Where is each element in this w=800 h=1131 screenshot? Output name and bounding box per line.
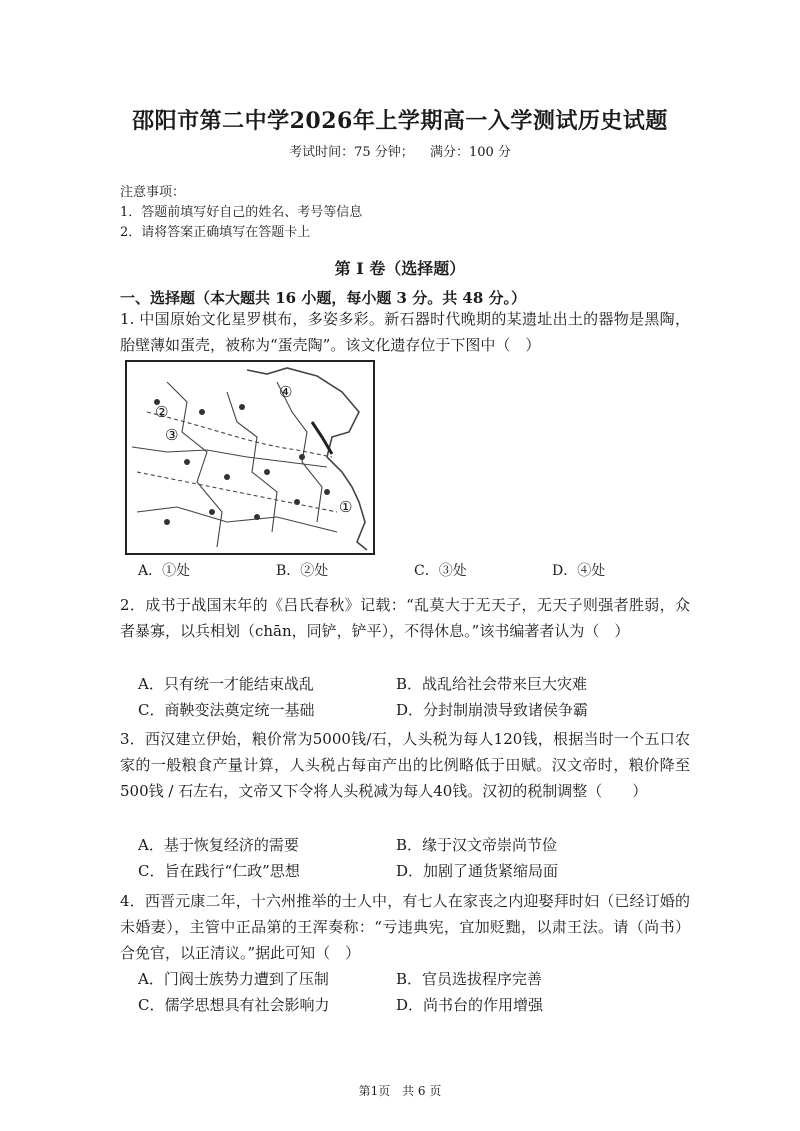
option-d: D．加剧了通货紧缩局面: [396, 862, 559, 880]
option-b: B．②处: [276, 563, 329, 579]
river: [137, 472, 337, 512]
option-a: A．基于恢复经济的需要: [138, 836, 299, 854]
section-title: 第 I 卷（选择题）: [334, 259, 466, 278]
border: [227, 392, 277, 532]
notes-item: 1．答题前填写好自己的姓名、考号等信息: [120, 205, 363, 220]
full-score: 满分：100 分: [429, 145, 511, 160]
page-number: 第1页: [358, 1084, 391, 1098]
option-d: D．分封制崩溃导致诸侯争霸: [396, 701, 589, 719]
option-d: D．尚书台的作用增强: [396, 996, 544, 1014]
question-1-stem: 1. 中国原始文化星罗棋布，多姿多彩。新石器时代晚期的某遗址出土的器物是黑陶，胎壁薄如蛋壳，被称为“蛋壳陶”。该文化遗存位于下图中（ ）: [120, 310, 690, 354]
part-heading: 一、选择题（本大题共 16 小题，每小题 3 分。共 48 分。）: [120, 289, 527, 307]
option-c: C．③处: [414, 563, 467, 579]
border: [167, 382, 222, 547]
marker-2: ②: [155, 403, 169, 421]
option-c: C．旨在践行“仁政”思想: [138, 862, 300, 880]
option-d: D．④处: [552, 563, 606, 579]
notes-item: 2．请将答案正确填写在答题卡上: [120, 225, 311, 240]
option-c: C．儒学思想具有社会影响力: [138, 996, 330, 1014]
option-a: A．门阀士族势力遭到了压制: [138, 970, 329, 988]
marker-1: ①: [339, 498, 353, 516]
page-footer: [0, 1082, 800, 1099]
exam-time: 考试时间：75 分钟；: [289, 145, 414, 160]
question-2-options: [138, 671, 654, 723]
question-3-stem: 3．西汉建立伊始，粮价常为5000钱/石，人头税为每人120钱，根据当时一个五口农家的一般粮食产量计算，人头税占每亩产出的比例略低于田赋。汉文帝时，粮价降至500钱 / 石左右，文帝又下令将人头税减为每人40钱。汉初的税制调整（ ）: [120, 730, 690, 800]
option-b: B．缘于汉文帝崇尚节俭: [396, 836, 558, 854]
notes: [120, 183, 362, 243]
option-c: C．商鞅变法奠定统一基础: [138, 701, 315, 719]
question-4-stem: 4．西晋元康二年，十六州推举的士人中，有七人在家丧之内迎娶拜时妇（已经订婚的未婚妻），主管中正品第的王浑奏称：“亏违典宪，宜加贬黜，以肃王法。请（尚书）合免官，以正清议。”据此可知（ ）: [120, 892, 690, 962]
option-a: A．只有统一才能结束战乱: [138, 675, 314, 693]
question-4-options: [138, 966, 654, 1018]
china-map-sketch: [127, 362, 373, 553]
option-b: B．战乱给社会带来巨大灾难: [396, 675, 588, 693]
page-total: 共 6 页: [402, 1084, 442, 1098]
question-3-options: [138, 832, 654, 884]
notes-heading: 注意事项：: [120, 185, 186, 200]
marker-4: ④: [279, 383, 293, 401]
option-a: A．①处: [138, 563, 191, 579]
option-b: B．官员选拔程序完善: [396, 970, 543, 988]
question-1-options: [138, 560, 698, 580]
marker-3: ③: [165, 426, 179, 444]
railway: [312, 422, 332, 454]
page-title: 邵阳市第二中学2026年上学期高一入学测试历史试题: [132, 108, 668, 134]
map-figure: [125, 360, 375, 555]
exam-info: [0, 141, 800, 160]
question-2-stem: 2．成书于战国末年的《吕氏春秋》记载：“乱莫大于无天子，无天子则强者胜弱，众者暴寡，以兵相划（chān，同铲，铲平），不得休息。”该书编著者认为（ ）: [120, 596, 690, 640]
